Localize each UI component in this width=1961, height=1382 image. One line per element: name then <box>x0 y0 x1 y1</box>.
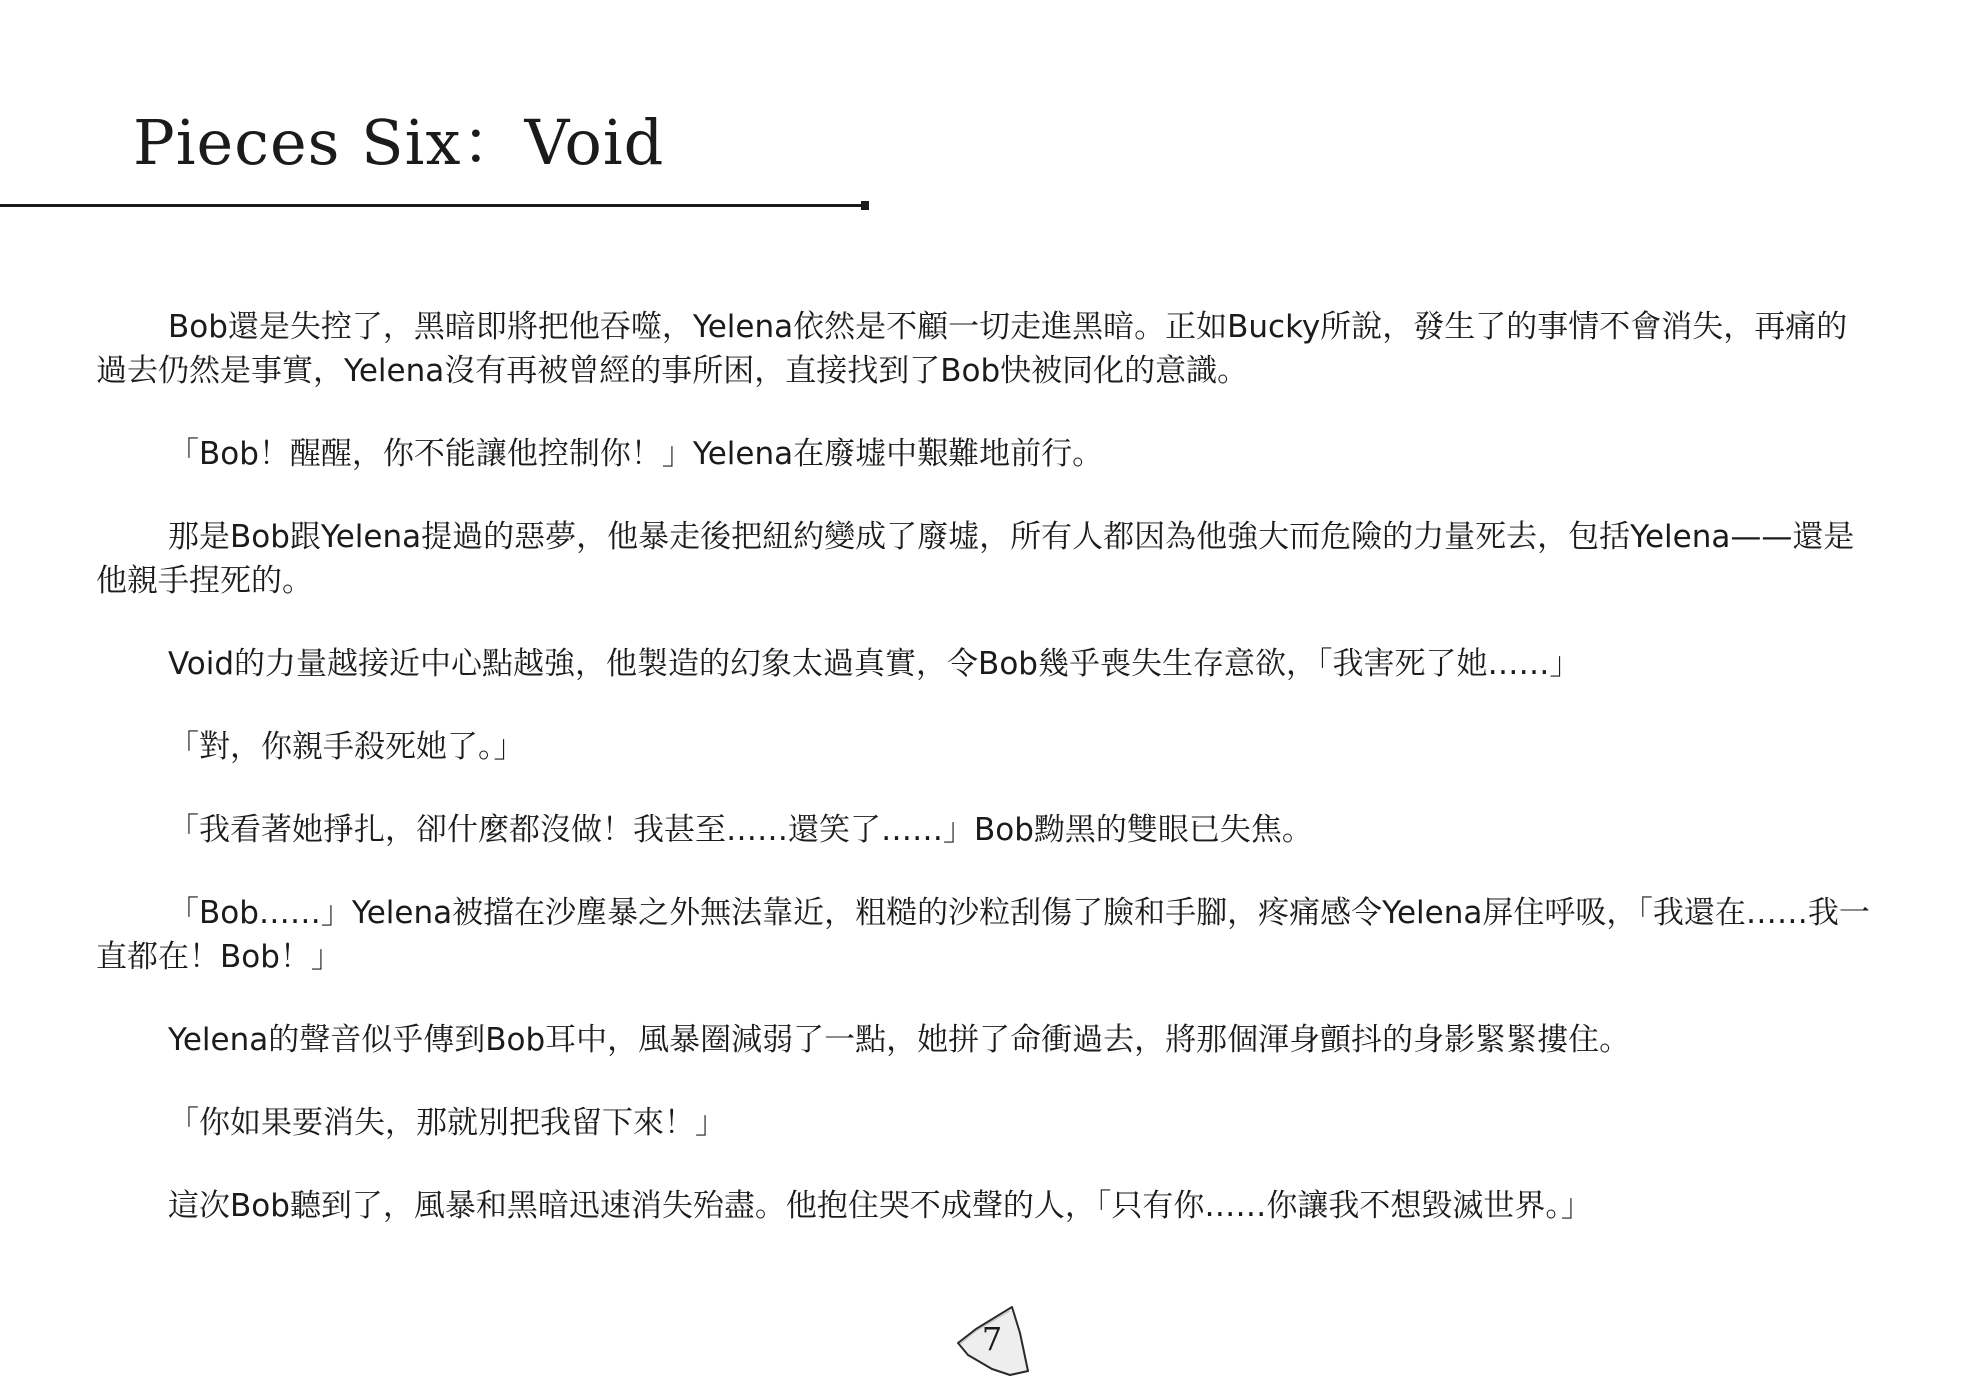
page-number: 7 <box>981 1320 1003 1358</box>
paragraph: 「對，你親手殺死她了。」 <box>168 729 525 765</box>
story-body <box>96 305 1878 1267</box>
page-number-badge <box>954 1303 1030 1379</box>
paragraph: 這次Bob聽到了，風暴和黑暗迅速消失殆盡。他抱住哭不成聲的人，「只有你……你讓我不想毀滅世界。」 <box>168 1188 1592 1224</box>
paragraph: 「Bob！醒醒，你不能讓他控制你！」Yelena在廢墟中艱難地前行。 <box>168 436 1104 472</box>
paragraph: 那是Bob跟Yelena提過的惡夢，他暴走後把紐約變成了廢墟，所有人都因為他強大而危險的力量死去，包括Yelena——還是他親手捏死的。 <box>96 519 1855 599</box>
title-underline-end-mark <box>861 201 869 210</box>
paragraph: 「你如果要消失，那就別把我留下來！」 <box>168 1105 726 1141</box>
paragraph: 「Bob……」Yelena被擋在沙塵暴之外無法靠近，粗糙的沙粒刮傷了臉和手腳，疼痛感令Yelena屏住呼吸，「我還在……我一直都在！Bob！」 <box>96 895 1870 975</box>
title-underline <box>0 204 862 207</box>
chapter-title: Pieces Six：Void <box>133 106 665 179</box>
paragraph: Bob還是失控了，黑暗即將把他吞噬，Yelena依然是不顧一切走進黑暗。正如Bucky所說，發生了的事情不會消失，再痛的過去仍然是事實，Yelena沒有再被曾經的事所困，直接找到了Bob快被同化的意識。 <box>96 309 1848 389</box>
paragraph: 「我看著她掙扎，卻什麼都沒做！我甚至……還笑了……」Bob黝黑的雙眼已失焦。 <box>168 812 1313 848</box>
paragraph: Void的力量越接近中心點越強，他製造的幻象太過真實，令Bob幾乎喪失生存意欲，「我害死了她……」 <box>168 646 1581 682</box>
paragraph: Yelena的聲音似乎傳到Bob耳中，風暴圈減弱了一點，她拼了命衝過去，將那個渾身顫抖的身影緊緊摟住。 <box>168 1022 1631 1058</box>
